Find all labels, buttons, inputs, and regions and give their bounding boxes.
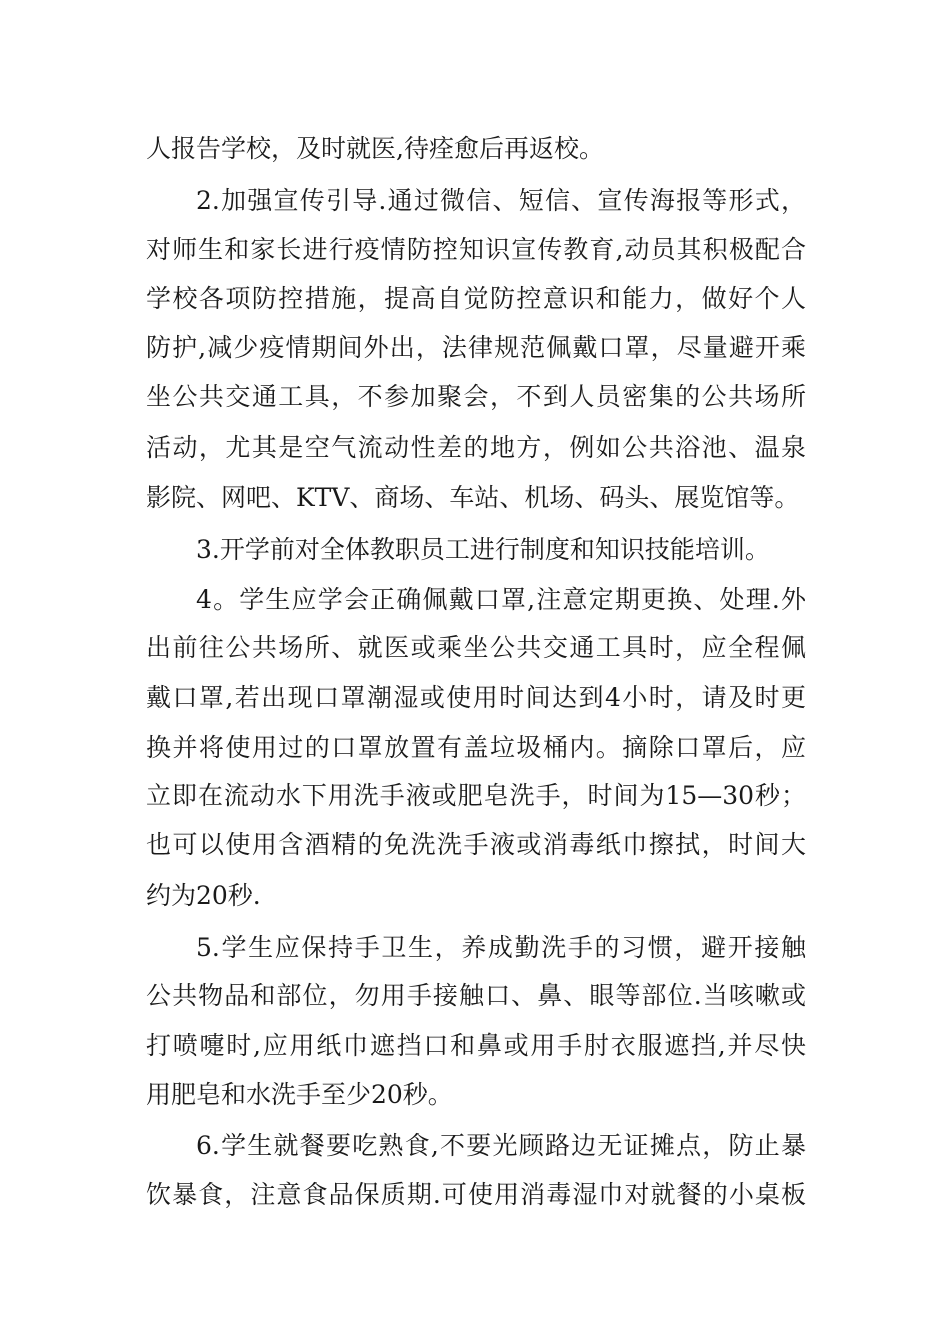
text-line: 3.开学前对全体教职员工进行制度和知识技能培训。 — [196, 535, 770, 564]
text-line: 学校各项防控措施，提高自觉防控意识和能力，做好个人 — [146, 284, 806, 313]
text-line: 人报告学校，及时就医,待痊愈后再返校。 — [146, 134, 604, 163]
text-line: 约为20秒. — [146, 881, 261, 910]
text-line: 4。学生应学会正确佩戴口罩,注意定期更换、处理.外 — [196, 585, 806, 614]
text-line: 饮暴食，注意食品保质期.可使用消毒湿巾对就餐的小桌板 — [146, 1180, 806, 1209]
text-line: 戴口罩,若出现口罩潮湿或使用时间达到4小时，请及时更 — [146, 683, 806, 712]
text-line: 5.学生应保持手卫生，养成勤洗手的习惯，避开接触 — [196, 933, 806, 962]
text-line: 坐公共交通工具，不参加聚会，不到人员密集的公共场所 — [146, 382, 806, 411]
text-line: 影院、网吧、KTV、商场、车站、机场、码头、展览馆等。 — [146, 483, 800, 512]
text-line: 打喷嚏时,应用纸巾遮挡口和鼻或用手肘衣服遮挡,并尽快 — [146, 1031, 806, 1060]
text-line: 出前往公共场所、就医或乘坐公共交通工具时，应全程佩 — [146, 633, 806, 662]
text-line: 6.学生就餐要吃熟食,不要光顾路边无证摊点，防止暴 — [196, 1131, 806, 1160]
text-line: 用肥皂和水洗手至少20秒。 — [146, 1080, 453, 1109]
text-line: 对师生和家长进行疫情防控知识宣传教育,动员其积极配合 — [146, 235, 806, 264]
text-line: 换并将使用过的口罩放置有盖垃圾桶内。摘除口罩后，应 — [146, 733, 806, 762]
text-line: 2.加强宣传引导.通过微信、短信、宣传海报等形式， — [196, 186, 806, 215]
text-line: 也可以使用含酒精的免洗洗手液或消毒纸巾擦拭，时间大 — [146, 830, 806, 859]
text-line: 防护,减少疫情期间外出，法律规范佩戴口罩，尽量避开乘 — [146, 333, 806, 362]
text-line: 活动，尤其是空气流动性差的地方，例如公共浴池、温泉 — [146, 433, 806, 462]
text-line: 公共物品和部位，勿用手接触口、鼻、眼等部位.当咳嗽或 — [146, 981, 806, 1010]
text-line: 立即在流动水下用洗手液或肥皂洗手，时间为15—30秒； — [146, 781, 806, 810]
